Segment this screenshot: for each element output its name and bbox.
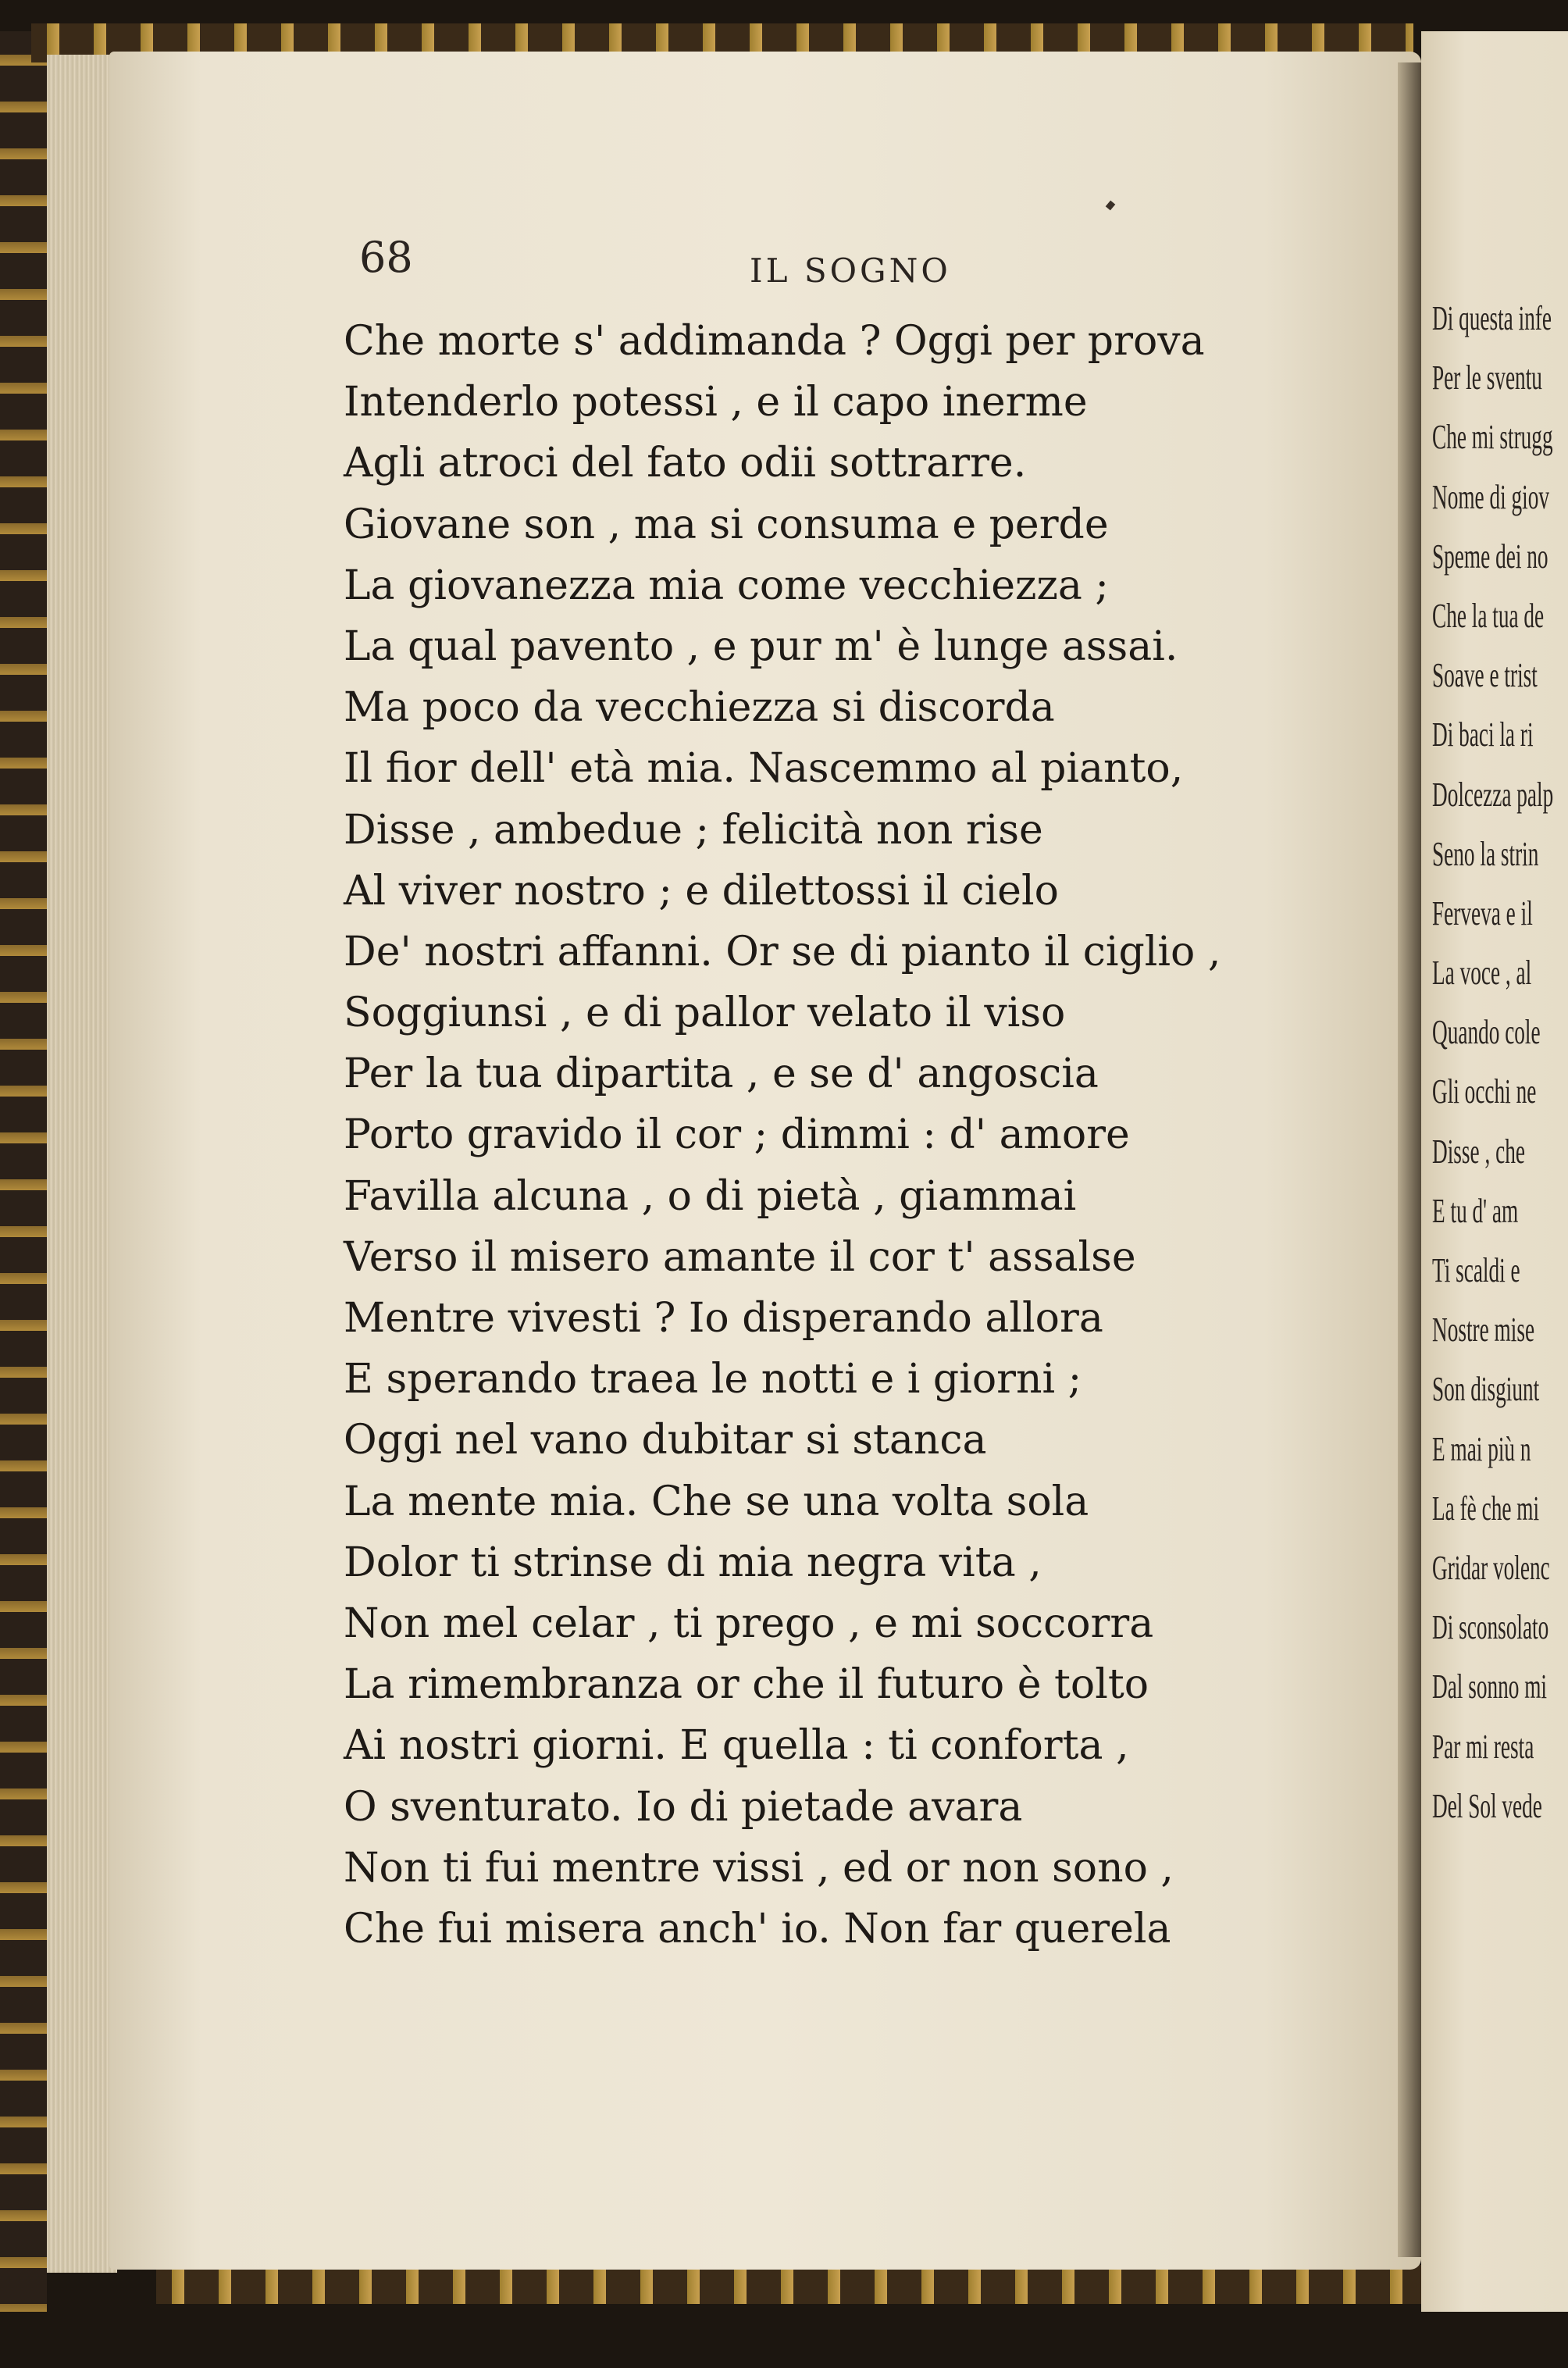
verse-line: Giovane son , ma si consuma e perde [344,501,1109,548]
facing-page-line: Ferveva e il [1432,893,1533,933]
facing-page-line: Gli occhi ne [1432,1072,1537,1111]
facing-page-line: La voce , al [1432,954,1532,993]
facing-page-line: Par mi resta [1432,1727,1534,1766]
verse-line: Intenderlo potessi , e il capo inerme [344,379,1088,426]
verse-line: La rimembranza or che il futuro è tolto [344,1661,1149,1709]
facing-page [1421,31,1568,2312]
verse-line: Che morte s' addimanda ? Oggi per prova [344,318,1205,365]
page-number: 68 [359,233,413,282]
verse-line: Per la tua dipartita , e se d' angoscia [344,1050,1099,1098]
verse-line: Ai nostri giorni. E quella : ti conforta , [344,1722,1129,1770]
running-title: IL SOGNO [750,251,951,290]
verse-line: Dolor ti strinse di mia negra vita , [344,1539,1042,1586]
page-stack [47,55,117,2273]
facing-page-line: Dal sonno mi [1432,1667,1548,1706]
facing-page-line: La fè che mi [1432,1489,1540,1528]
facing-page-line: Son disgiunt [1432,1370,1540,1409]
facing-page-text [1432,289,1568,1836]
verse-line: Non mel celar , ti prego , e mi soccorra [344,1599,1154,1647]
verse-line: Disse , ambedue ; felicità non rise [344,806,1043,854]
book-edge-decoration [0,31,47,2312]
verse-line: Al viver nostro ; e dilettossi il cielo [344,867,1059,915]
facing-page-line: Nome di giov [1432,477,1550,516]
verse-line: Favilla alcuna , o di pietà , giammai [344,1172,1077,1220]
verse-line: La qual pavento , e pur m' è lunge assai. [344,622,1178,670]
verse-line: La giovanezza mia come vecchiezza ; [344,562,1109,609]
verse-block [344,311,1359,1960]
facing-page-line: Che la tua de [1432,596,1545,635]
facing-page-line: Di sconsolato [1432,1608,1549,1647]
facing-page-line: Disse , che [1432,1132,1525,1171]
facing-page-line: Di baci la ri [1432,715,1534,754]
bottom-gilt-border [156,2265,1421,2304]
verse-line: Verso il misero amante il cor t' assalse [344,1233,1136,1281]
verse-line: Oggi nel vano dubitar si stanca [344,1417,987,1464]
verse-line: Porto gravido il cor ; dimmi : d' amore [344,1111,1130,1159]
facing-page-line: Gridar volenc [1432,1548,1550,1587]
verse-line: De' nostri affanni. Or se di pianto il ciglio , [344,928,1221,975]
facing-page-line: Speme dei no [1432,537,1548,576]
facing-page-line: Dolcezza palp [1432,775,1554,814]
verse-line: E sperando traea le notti e i giorni ; [344,1356,1082,1403]
facing-page-line: Quando cole [1432,1013,1541,1052]
verse-line: Agli atroci del fato odii sottrarre. [344,440,1027,487]
facing-page-line: Del Sol vede [1432,1786,1542,1825]
facing-page-line: E mai più n [1432,1429,1531,1468]
verse-line: La mente mia. Che se una volta sola [344,1478,1089,1525]
verse-line: Soggiunsi , e di pallor velato il viso [344,990,1066,1037]
facing-page-line: Seno la strin [1432,834,1539,873]
facing-page-line: E tu d' am [1432,1191,1519,1230]
verse-line: Il fior dell' età mia. Nascemmo al pianto, [344,745,1184,793]
verse-line: Non ti fui mentre vissi , ed or non sono , [344,1844,1174,1892]
facing-page-line: Che mi strugg [1432,418,1553,457]
facing-page-line: Ti scaldi e [1432,1251,1520,1289]
verse-line: Ma poco da vecchiezza si discorda [344,684,1055,732]
verse-line: Che fui misera anch' io. Non far querela [344,1905,1171,1953]
verse-line: O sventurato. Io di pietade avara [344,1783,1023,1831]
facing-page-line: Di questa infe [1432,299,1552,337]
facing-page-line: Per le sventu [1432,358,1542,398]
facing-page-line: Nostre mise [1432,1311,1535,1350]
facing-page-line: Soave e trist [1432,656,1538,695]
verse-line: Mentre vivesti ? Io disperando allora [344,1295,1103,1342]
